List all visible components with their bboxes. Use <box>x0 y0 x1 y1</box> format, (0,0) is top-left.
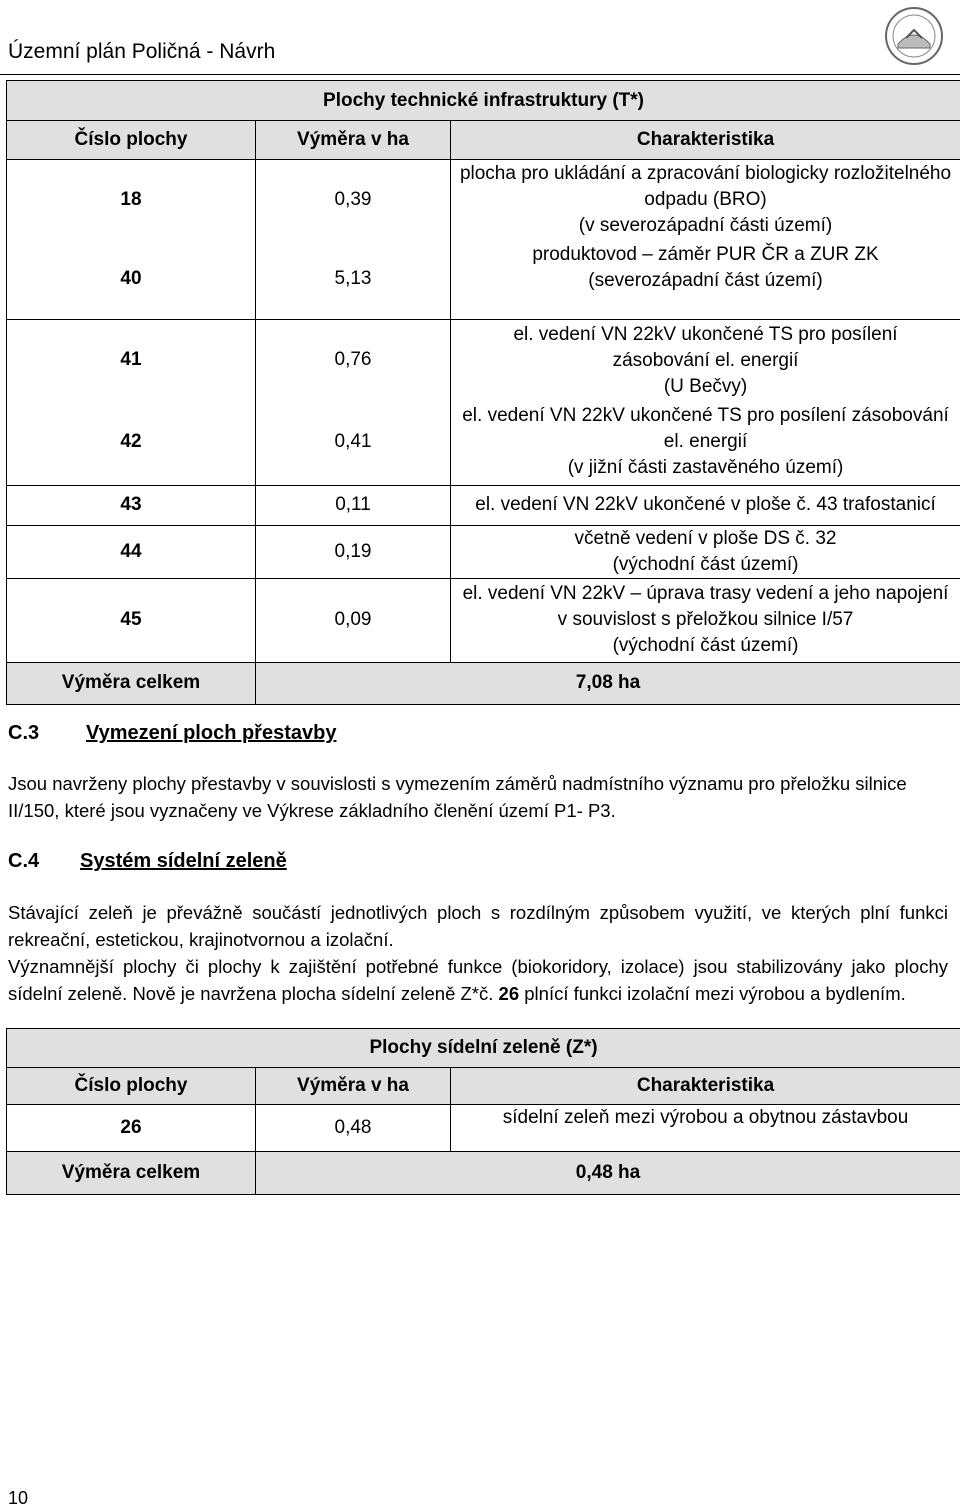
description-line: (severozápadní část území) <box>588 269 823 291</box>
column-header: Výměra v ha <box>256 121 451 160</box>
section-title: Vymezení ploch přestavby <box>86 722 337 744</box>
description-line: zásobování el. energií <box>612 350 799 371</box>
description-line: odpadu (BRO) <box>644 188 767 210</box>
plot-description <box>451 400 960 485</box>
document-title: Územní plán Poličná - Návrh <box>8 40 276 63</box>
plot-area: 0,48 <box>256 1105 451 1152</box>
plot-description <box>451 578 960 662</box>
section-heading-c3 <box>8 722 608 750</box>
plot-reference: 26 <box>498 983 520 1004</box>
description-line: v souvislost s přeložkou silnice I/57 <box>557 609 854 630</box>
total-row <box>7 662 960 704</box>
section-c4-text-1: Stávající zeleň je převážně součástí jednotlivých ploch s rozdílným způsobem využití, ve kterých plní funkci rekreační, estetickou, krajinotvornou a izolační. <box>8 902 948 950</box>
plot-description <box>451 160 960 240</box>
description-line: el. energií <box>663 431 748 453</box>
plot-area: 5,13 <box>256 240 451 320</box>
column-header: Charakteristika <box>451 1068 960 1105</box>
table-row <box>7 320 960 401</box>
table-row <box>7 400 960 485</box>
description-line: (východní část území) <box>612 635 799 656</box>
total-label: Výměra celkem <box>7 662 256 704</box>
plot-description <box>451 525 960 578</box>
total-value: 7,08 ha <box>256 662 960 704</box>
section-c3-text: Jsou navrženy plochy přestavby v souvislosti s vymezením záměrů nadmístního významu pro přeložku silnice II/150, které jsou vyznačeny ve Výkrese základního členění území P1- P3. <box>8 773 907 821</box>
plot-description <box>451 240 960 320</box>
section-title: Systém sídelní zeleně <box>80 850 287 872</box>
description-line: el. vedení VN 22kV – úprava trasy vedení a jeho napojení <box>462 583 949 604</box>
table-title: Plochy sídelní zeleně (Z*) <box>7 1029 960 1068</box>
section-number: C.4 <box>8 850 40 872</box>
plot-number: 18 <box>7 160 256 240</box>
page-number: 10 <box>8 1488 29 1508</box>
plot-number: 26 <box>7 1105 256 1152</box>
description-line: (U Bečvy) <box>663 376 748 397</box>
column-header: Výměra v ha <box>256 1068 451 1105</box>
description-line: (v jižní části zastavěného území) <box>567 457 844 479</box>
table-row <box>7 1105 960 1152</box>
plot-area: 0,39 <box>256 160 451 240</box>
table-row <box>7 160 960 240</box>
description-line: el. vedení VN 22kV ukončené TS pro posílení zásobování <box>462 405 949 427</box>
column-header: Charakteristika <box>451 121 960 160</box>
plot-number: 40 <box>7 240 256 320</box>
description-line: el. vedení VN 22kV ukončené v ploše č. 43 trafostanicí <box>475 494 936 515</box>
plot-area: 0,19 <box>256 525 451 578</box>
paragraph-text: plnící funkci izolační mezi výrobou a bydlením. <box>524 983 906 1004</box>
column-header: Číslo plochy <box>7 121 256 160</box>
description-line: produktovod – záměr PUR ČR a ZUR ZK <box>532 243 879 265</box>
total-value: 0,48 ha <box>256 1152 960 1195</box>
description-line: včetně vedení v ploše DS č. 32 <box>574 527 837 549</box>
plot-area: 0,09 <box>256 578 451 662</box>
paragraph-text: Významnější plochy či plochy k zajištění potřebné funkce (biokoridory, izolace) jsou stabilizovány jako plochy sídelní zeleně. Nově je navržena plocha sídelní zeleně Z*č. <box>8 956 948 1004</box>
column-header: Číslo plochy <box>7 1068 256 1105</box>
plot-area: 0,41 <box>256 400 451 485</box>
section-heading-c4 <box>8 850 608 878</box>
table-title: Plochy technické infrastruktury (T*) <box>7 81 960 121</box>
table-row <box>7 485 960 525</box>
plot-number: 41 <box>7 320 256 401</box>
total-row <box>7 1152 960 1195</box>
table-row <box>7 578 960 662</box>
plot-description <box>451 485 960 525</box>
header-rule <box>0 74 960 75</box>
plot-description <box>451 320 960 401</box>
description-line: (východní část území) <box>612 553 799 575</box>
plot-number: 45 <box>7 578 256 662</box>
plot-number: 42 <box>7 400 256 485</box>
total-label: Výměra celkem <box>7 1152 256 1195</box>
description-line: (v severozápadní části území) <box>578 214 833 236</box>
description-line: el. vedení VN 22kV ukončené TS pro posílení <box>513 324 898 345</box>
plot-description: sídelní zeleň mezi výrobou a obytnou zástavbou <box>451 1105 960 1152</box>
technical-infrastructure-table <box>6 80 960 705</box>
plot-number: 44 <box>7 525 256 578</box>
section-number: C.3 <box>8 722 40 744</box>
municipal-seal-icon <box>884 6 944 66</box>
settlement-greenery-table <box>6 1028 960 1195</box>
plot-area: 0,11 <box>256 485 451 525</box>
table-row <box>7 240 960 320</box>
table-row <box>7 525 960 578</box>
plot-number: 43 <box>7 485 256 525</box>
description-line: plocha pro ukládání a zpracování biologicky rozložitelného <box>459 162 952 184</box>
section-c4-text-2 <box>8 953 948 1007</box>
plot-area: 0,76 <box>256 320 451 401</box>
